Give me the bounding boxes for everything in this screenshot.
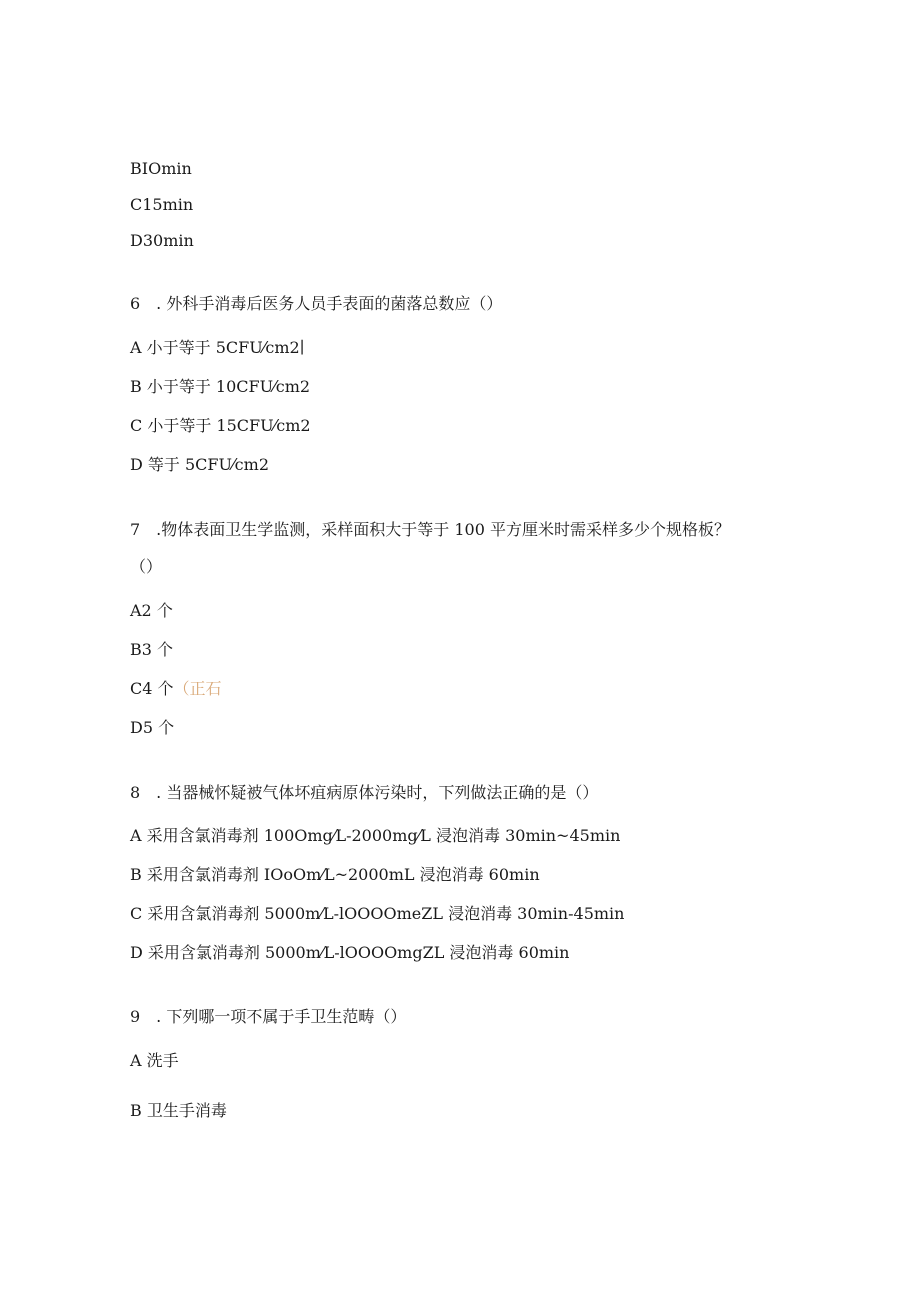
option-a-q6: A 小于等于 5CFU⁄cm2∣ [130, 338, 305, 357]
option-c-q7-text: C4 个 [130, 679, 174, 698]
question-7-bracket: （） [130, 557, 163, 576]
question-6: 6 . 外科手消毒后医务人员手表面的菌落总数应（） [130, 294, 503, 313]
correct-annotation: （正石 [173, 679, 222, 698]
option-d-q6: D 等于 5CFU⁄cm2 [130, 455, 269, 474]
option-b-q7: B3 个 [130, 640, 174, 659]
option-d-q7: D5 个 [130, 718, 175, 737]
option-b-q5: BIOmin [130, 159, 192, 178]
option-c-q6: C 小于等于 15CFU⁄cm2 [130, 416, 311, 435]
option-b-q9: B 卫生手消毒 [130, 1101, 227, 1120]
option-a-q7: A2 个 [130, 601, 173, 620]
option-c-q8: C 采用含氯消毒剂 5000m⁄L-lOOOOmeZL 浸泡消毒 30min-45min [130, 904, 625, 923]
option-c-q5: C15min [130, 195, 194, 214]
option-d-q8: D 采用含氯消毒剂 5000m⁄L-lOOOOmgZL 浸泡消毒 60min [130, 943, 570, 962]
question-7: 7 .物体表面卫生学监测，采样面积大于等于 100 平方厘米时需采样多少个规格板？ [130, 520, 730, 539]
question-9: 9 . 下列哪一项不属于手卫生范畴（） [130, 1007, 407, 1026]
option-b-q8: B 采用含氯消毒剂 IOoOm⁄L~2000mL 浸泡消毒 60min [130, 865, 540, 884]
question-8: 8 . 当器械怀疑被气体坏疽病原体污染时，下列做法正确的是（） [130, 783, 599, 802]
option-a-q8: A 采用含氯消毒剂 100Omg⁄L-2000mg⁄L 浸泡消毒 30min~45min [130, 826, 621, 845]
option-a-q9: A 洗手 [130, 1051, 179, 1070]
option-b-q6: B 小于等于 10CFU⁄cm2 [130, 377, 311, 396]
option-c-q7 [130, 679, 222, 699]
option-d-q5: D30min [130, 231, 194, 250]
